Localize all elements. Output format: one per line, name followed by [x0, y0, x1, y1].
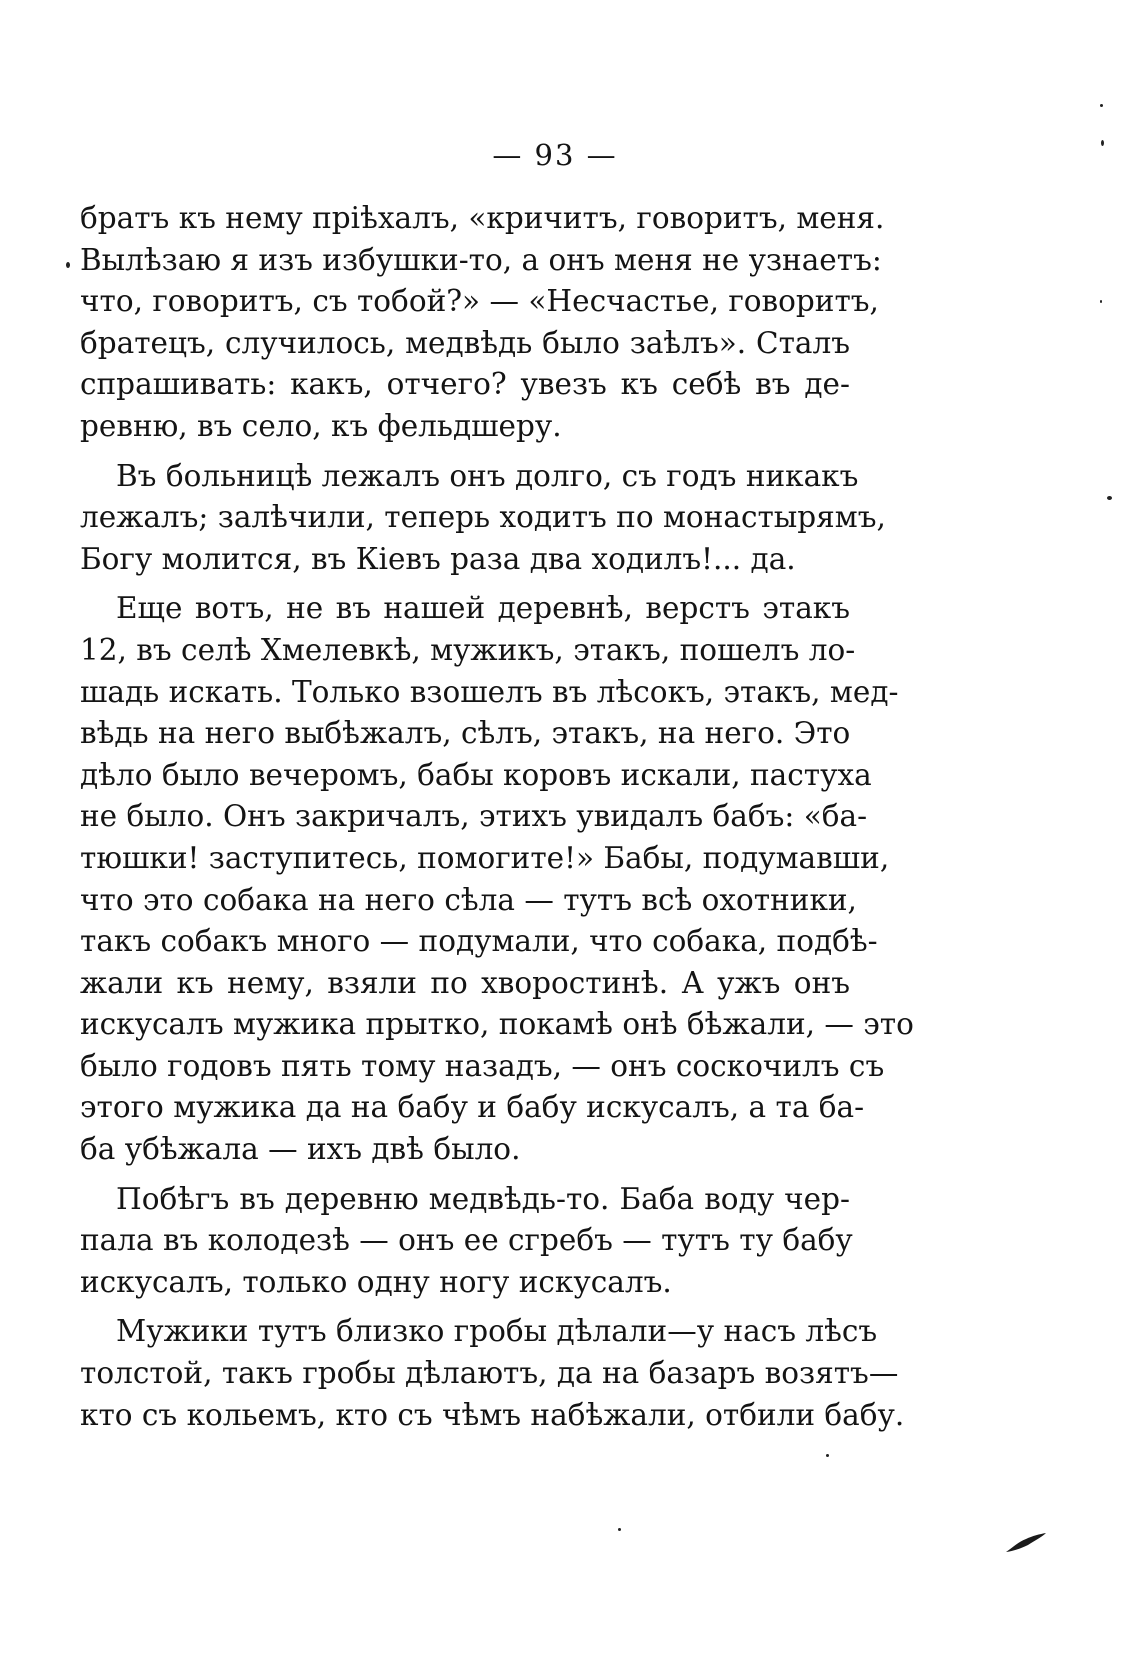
scan-speck — [618, 1528, 621, 1531]
text-line: ба убѣжала — ихъ двѣ было. — [80, 1132, 521, 1167]
scan-speck — [66, 262, 70, 268]
text-line: тюшки! заступитесь, помогите!» Бабы, подумавши, — [80, 840, 890, 875]
text-line: спрашивать: какъ, отчего? увезъ къ себѣ въ де- — [80, 367, 850, 402]
text-line: искусалъ, только одну ногу искусалъ. — [80, 1264, 672, 1299]
paragraph — [80, 1179, 853, 1304]
text-line: что это собака на него сѣла — тутъ всѣ охотники, — [80, 882, 857, 917]
text-line: Вылѣзаю я изъ избушки-то, а онъ меня не узнаетъ: — [80, 242, 882, 277]
paragraph — [80, 1311, 905, 1436]
text-line: братъ къ нему пріѣхалъ, «кричитъ, говоритъ, меня. — [80, 201, 885, 235]
scan-speck — [1100, 104, 1103, 107]
scan-speck — [1107, 496, 1112, 500]
text-line: пала въ колодезѣ — онъ ее сгребъ — тутъ ту бабу — [80, 1223, 853, 1258]
body-text — [80, 198, 914, 1436]
text-line: Еще вотъ, не въ нашей деревнѣ, верстъ этакъ — [116, 591, 850, 626]
text-line: что, говоритъ, съ тобой?» — «Несчастье, говоритъ, — [80, 284, 879, 319]
text-line: жали къ нему, взяли по хворостинѣ. А ужъ онъ — [80, 965, 850, 1000]
text-line: толстой, такъ гробы дѣлаютъ, да на базаръ возятъ— — [80, 1356, 899, 1391]
text-line: Мужики тутъ близко гробы дѣлали—у насъ лѣсъ — [116, 1314, 878, 1349]
text-line: ревню, въ село, къ фельдшеру. — [80, 408, 562, 443]
text-line: этого мужика да на бабу и бабу искусалъ, а та ба- — [80, 1090, 865, 1125]
text-line: кто съ кольемъ, кто съ чѣмъ набѣжали, отбили бабу. — [80, 1397, 905, 1432]
text-line: было годовъ пять тому назадъ, — онъ соскочилъ съ — [80, 1048, 885, 1083]
text-line: такъ собакъ много — подумали, что собака, подбѣ- — [80, 924, 878, 959]
text-line: 12, въ селѣ Хмелевкѣ, мужикъ, этакъ, пошелъ ло- — [80, 632, 856, 667]
text-line: Побѣгъ въ деревню медвѣдь-то. Баба воду чер- — [116, 1181, 850, 1216]
text-line: дѣло было вечеромъ, бабы коровъ искали, пастуха — [80, 757, 872, 792]
text-line: братецъ, случилось, медвѣдь было заѣлъ». Сталъ — [80, 325, 850, 360]
scan-speck — [826, 1454, 829, 1457]
text-line: не было. Онъ закричалъ, этихъ увидалъ бабъ: «ба- — [80, 799, 868, 834]
text-line: шадь искать. Только взошелъ въ лѣсокъ, этакъ, мед- — [80, 674, 899, 709]
scan-speck — [1101, 140, 1104, 146]
text-line: Богу молится, въ Кіевъ раза два ходилъ!... да. — [80, 541, 796, 576]
text-line: лежалъ; залѣчили, теперь ходитъ по монастырямъ, — [80, 500, 886, 535]
page-number: — 93 — — [492, 138, 618, 172]
scan-speck — [1100, 300, 1102, 303]
text-line: Въ больницѣ лежалъ онъ долго, съ годъ никакъ — [116, 458, 859, 493]
paragraph — [80, 588, 914, 1170]
text-line: искусалъ мужика прытко, покамѣ онѣ бѣжали, — это — [80, 1007, 914, 1042]
paragraph — [80, 456, 886, 581]
ink-blot-icon — [1004, 1532, 1048, 1554]
paragraph — [80, 198, 885, 448]
text-line: вѣдь на него выбѣжалъ, сѣлъ, этакъ, на него. Это — [80, 716, 851, 751]
